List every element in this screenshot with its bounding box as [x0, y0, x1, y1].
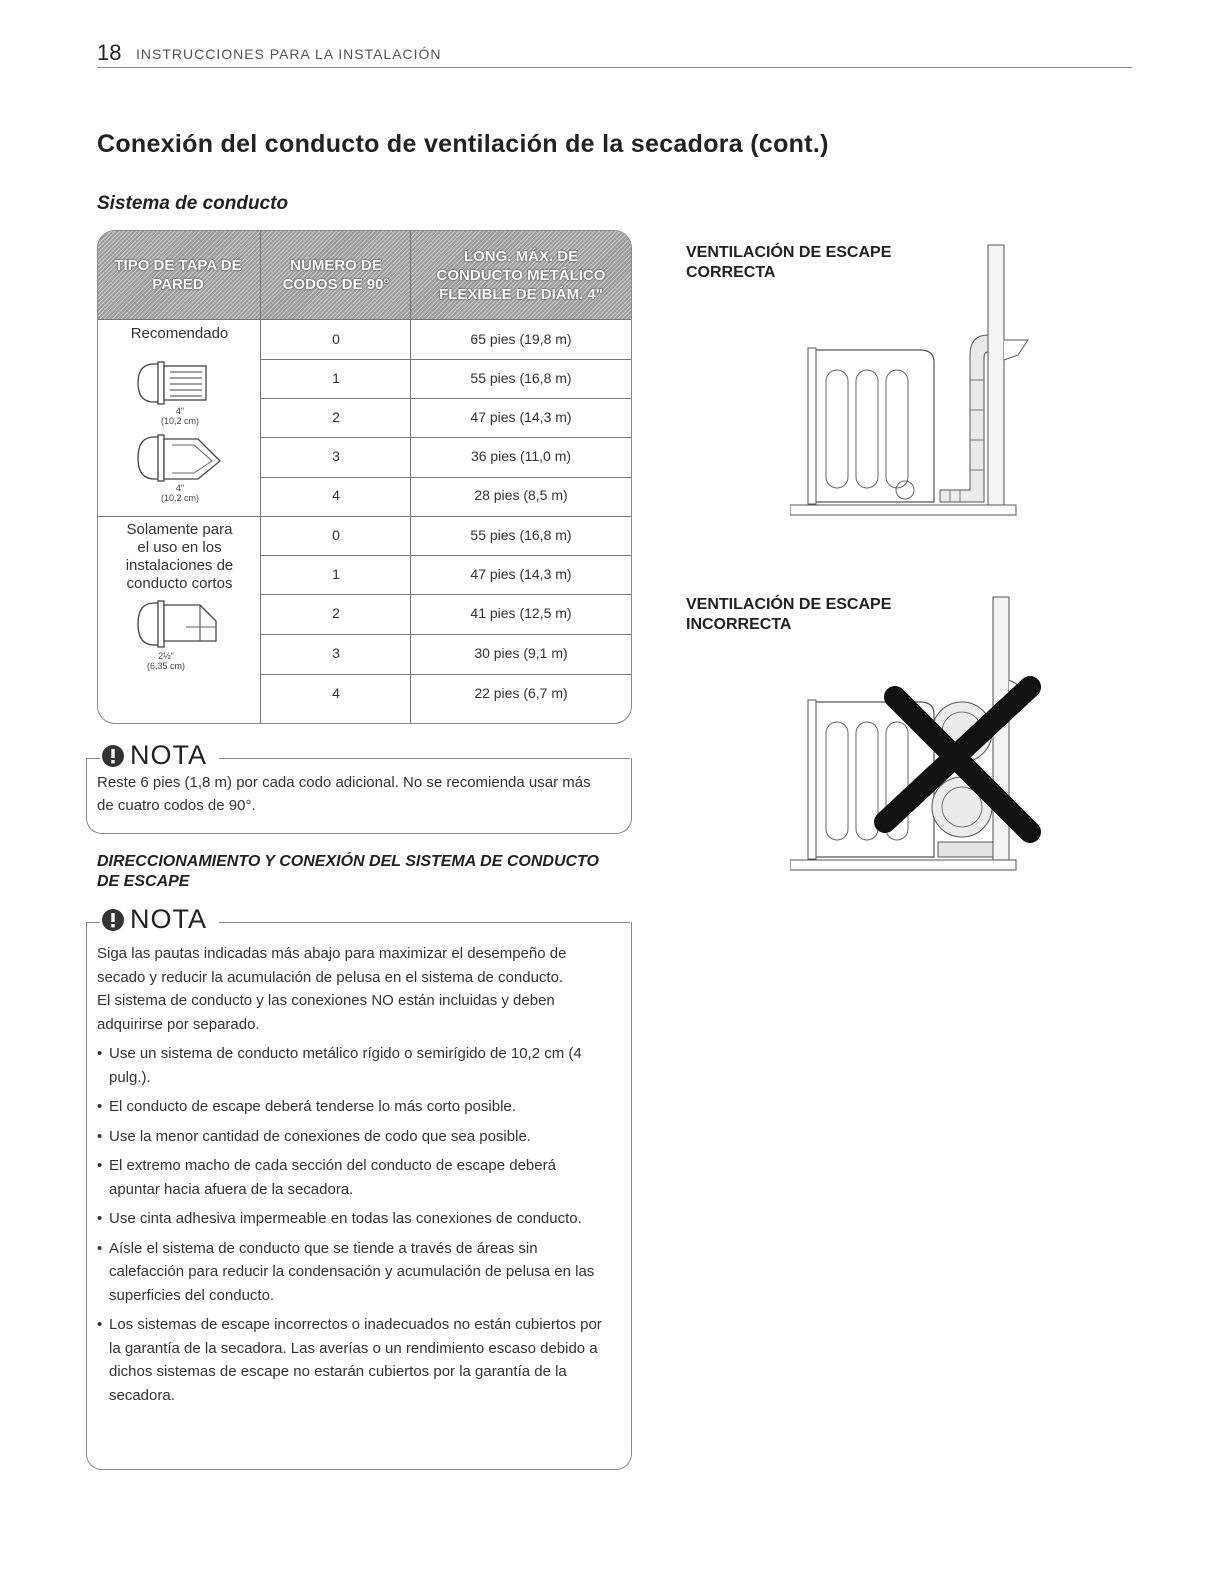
row-divider — [260, 437, 631, 438]
table-divider — [98, 319, 631, 320]
section-header: INSTRUCCIONES PARA LA INSTALACIÓN — [136, 46, 442, 62]
list-item: • Use la menor cantidad de conexiones de codo que sea posible. — [97, 1125, 609, 1149]
note-paragraph: El sistema de conducto y las conexiones NO están incluidas y deben adquirirse por separado. — [97, 992, 555, 1033]
group-label-short: Solamente para el uso en los instalaciones de conducto cortos — [125, 521, 234, 592]
dimension-label: 2½" (6,35 cm) — [146, 651, 185, 671]
list-item: • El conducto de escape deberá tenderse lo más corto posible. — [97, 1095, 609, 1119]
length-cell: 55 pies (16,8 m) — [470, 370, 572, 386]
row-divider — [260, 359, 631, 360]
list-item: • Los sistemas de escape incorrectos o inadecuados no están cubiertos por la garantía de la secadora. Las averías o un rendimiento escaso debido a dichos sistemas de escape no estarán cubiertos por la garantía de la secadora. — [97, 1313, 609, 1407]
info-icon — [100, 907, 126, 933]
dryer-incorrect-illustration — [790, 592, 1055, 882]
length-cell: 36 pies (11,0 m) — [470, 448, 572, 464]
elbows-cell: 4 — [332, 685, 340, 701]
elbows-cell: 3 — [332, 645, 340, 661]
length-cell: 55 pies (16,8 m) — [470, 527, 572, 543]
elbows-cell: 2 — [332, 605, 340, 621]
row-divider — [260, 674, 631, 675]
duct-table — [97, 230, 632, 724]
elbows-cell: 0 — [332, 331, 340, 347]
group-label-recommended: Recomendado — [130, 325, 229, 342]
elbows-cell: 2 — [332, 409, 340, 425]
note-heading-text: NOTA — [130, 740, 213, 771]
page-title: Conexión del conducto de ventilación de la secadora (cont.) — [97, 130, 829, 158]
elbows-cell: 1 — [332, 370, 340, 386]
length-cell: 65 pies (19,8 m) — [470, 331, 572, 347]
length-cell: 28 pies (8,5 m) — [474, 487, 568, 503]
header-rule — [97, 67, 1132, 68]
header-length: LONG. MÁX. DE CONDUCTO METÁLICO FLEXIBLE DE DIÁM. 4" — [436, 247, 606, 303]
note-heading — [100, 740, 219, 771]
elbows-cell: 0 — [332, 527, 340, 543]
elbows-cell: 1 — [332, 566, 340, 582]
length-cell: 30 pies (9,1 m) — [474, 645, 568, 661]
table-divider — [98, 516, 631, 517]
vent-incorrect-label: VENTILACIÓN DE ESCAPE INCORRECTA — [686, 596, 892, 633]
note-text: Reste 6 pies (1,8 m) por cada codo adicional. No se recomienda usar más de cuatro codos de 90°. — [97, 774, 591, 814]
header-elbows: NÚMERO DE CODOS DE 90° — [282, 257, 390, 293]
wall-cap-louvered-icon — [128, 358, 228, 408]
dimension-label: 4" (10,2 cm) — [160, 483, 199, 503]
note-paragraph: Siga las pautas indicadas más abajo para maximizar el desempeño de secado y reducir la acumulación de pelusa en el sistema de conducto. — [97, 945, 567, 986]
vent-correct-label: VENTILACIÓN DE ESCAPE CORRECTA — [686, 244, 892, 281]
length-cell: 22 pies (6,7 m) — [474, 685, 568, 701]
page-number: 18 — [97, 40, 122, 65]
note-heading-text: NOTA — [130, 904, 213, 935]
length-cell: 41 pies (12,5 m) — [470, 605, 572, 621]
elbows-cell: 4 — [332, 487, 340, 503]
note-body — [97, 942, 609, 1407]
wall-cap-hood-icon — [128, 431, 238, 486]
row-divider — [260, 594, 631, 595]
list-item: • Aísle el sistema de conducto que se tiende a través de áreas sin calefacción para reducir la condensación y acumulación de pelusa en las superficies del conducto. — [97, 1237, 609, 1308]
dimension-label: 4" (10,2 cm) — [160, 406, 199, 426]
list-item: • Use un sistema de conducto metálico rígido o semirígido de 10,2 cm (4 pulg.). — [97, 1042, 609, 1089]
header-cap-type: TIPO DE TAPA DE PARED — [114, 257, 242, 293]
dryer-correct-illustration — [790, 240, 1050, 525]
row-divider — [260, 477, 631, 478]
direction-title: DIRECCIONAMIENTO Y CONEXIÓN DEL SISTEMA DE CONDUCTO DE ESCAPE — [97, 853, 599, 890]
list-item: • El extremo macho de cada sección del conducto de escape deberá apuntar hacia afuera de la secadora. — [97, 1154, 609, 1201]
row-divider — [260, 634, 631, 635]
list-item: • Use cinta adhesiva impermeable en todas las conexiones de conducto. — [97, 1207, 609, 1231]
length-cell: 47 pies (14,3 m) — [470, 409, 572, 425]
info-icon — [100, 743, 126, 769]
row-divider — [260, 555, 631, 556]
row-divider — [260, 398, 631, 399]
length-cell: 47 pies (14,3 m) — [470, 566, 572, 582]
wall-cap-short-icon — [128, 597, 238, 652]
note-heading — [100, 904, 219, 935]
section-subtitle: Sistema de conducto — [97, 193, 289, 214]
elbows-cell: 3 — [332, 448, 340, 464]
